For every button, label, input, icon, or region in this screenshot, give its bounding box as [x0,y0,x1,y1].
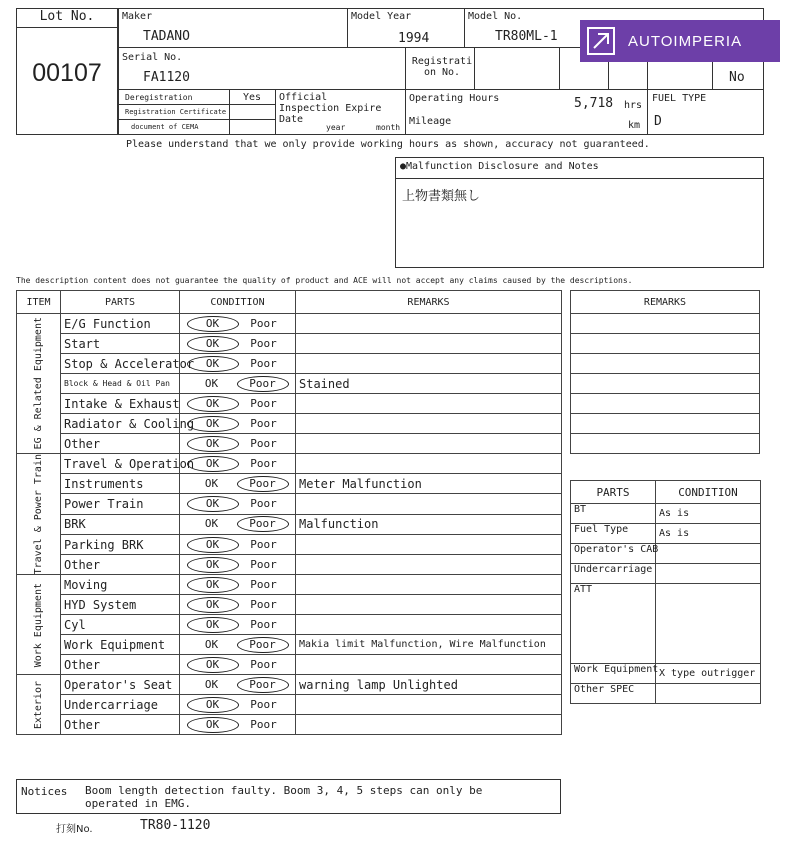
spec-table [570,480,761,704]
table-row [17,314,562,334]
table-row [571,414,760,434]
condition-cell [180,394,296,414]
spec-condition-cell: As is [656,524,761,544]
remark-cell [571,374,760,394]
ok-option: OK [204,517,219,531]
notices-box [16,779,561,814]
spec-part-cell: Work Equipment [571,664,656,684]
table-row [17,354,562,374]
spec-header-condition: CONDITION [656,481,761,504]
disclaimer: The description content does not guarantee the quality of product and ACE will not accept any claims caused by the descriptions. [16,276,633,285]
table-row [17,454,562,474]
lot-number: 00107 [32,59,102,87]
part-cell: Other [61,715,180,735]
ok-circled: OK [187,577,239,593]
item-group-label: EG & Related Equipment [33,317,44,450]
table-row [571,564,761,584]
header-condition: CONDITION [180,291,296,314]
condition-cell [180,595,296,615]
item-group-cell [17,575,61,675]
hrs-unit: hrs [624,100,643,111]
spec-part-cell: Other SPEC [571,684,656,704]
dereg-label: Deregistration [125,93,193,102]
ok-circled: OK [187,356,239,372]
remark-cell [296,314,562,334]
model-year-value: 1994 [398,31,430,46]
part-cell: Other [61,655,180,675]
remark-cell [296,534,562,554]
spec-header-row [571,481,761,504]
spec-part-cell: ATT [571,584,656,664]
ok-circled: OK [187,717,239,733]
poor-circled: Poor [237,516,289,532]
dereg-value: Yes [243,92,262,103]
stamp-value: TR80-1120 [140,818,211,833]
dereg-divider [229,90,230,134]
lot-box [16,8,118,135]
ok-circled: OK [187,657,239,673]
table-row [571,504,761,524]
table-row [17,534,562,554]
table-row [571,394,760,414]
remark-cell [296,494,562,514]
lot-label: Lot No. [17,9,117,28]
remark-cell [296,655,562,675]
table-row [17,675,562,695]
ok-option: OK [204,476,219,490]
part-cell: Work Equipment [61,635,180,655]
right-remarks-header [571,291,760,314]
notices-text: Boom length detection faulty. Boom 3, 4, 5 steps can only be operated in EMG. [85,784,483,810]
table-row [17,695,562,715]
ok-circled: OK [187,597,239,613]
month-label: month [376,123,401,132]
part-cell: HYD System [61,595,180,615]
inspection-cell [275,89,406,135]
header-remarks: REMARKS [296,291,562,314]
ok-option: OK [204,376,219,390]
part-cell: Parking BRK [61,534,180,554]
part-cell: Power Train [61,494,180,514]
poor-circled: Poor [237,476,289,492]
remark-cell [296,334,562,354]
model-year-cell [347,8,465,48]
condition-cell [180,374,296,394]
ok-circled: OK [187,416,239,432]
condition-cell [180,434,296,454]
remark-cell [571,334,760,354]
table-row [17,374,562,394]
part-cell: Cyl [61,615,180,635]
part-cell: Start [61,334,180,354]
poor-option: Poor [250,657,277,671]
remark-cell [571,354,760,374]
ok-circled: OK [187,496,239,512]
fuel-cell [647,89,764,135]
table-row [571,684,761,704]
table-row [17,555,562,575]
table-row [571,584,761,664]
remark-cell [296,695,562,715]
table-row [17,715,562,735]
poor-option: Poor [250,717,277,731]
ok-circled: OK [187,557,239,573]
inspection-label: Official Inspection Expire Date [279,92,382,125]
remark-cell [296,354,562,374]
model-no-label: Model No. [468,11,523,22]
remark-cell [571,394,760,414]
remark-cell [296,454,562,474]
poor-option: Poor [250,557,277,571]
dereg-cell [118,89,276,135]
part-cell: Radiator & Cooling [61,414,180,434]
condition-cell [180,534,296,554]
part-cell: Block & Head & Oil Pan [61,374,180,394]
item-group-label: Work Equipment [33,582,44,668]
item-group-cell [17,314,61,454]
table-row [17,414,562,434]
poor-option: Poor [250,336,277,350]
ok-circled: OK [187,336,239,352]
year-label: year [326,123,346,132]
table-row [17,494,562,514]
poor-option: Poor [250,617,277,631]
item-group-cell [17,454,61,575]
table-row [571,334,760,354]
remark-cell: warning lamp Unlighted [296,675,562,695]
item-group-label: Exterior [33,680,44,729]
ok-circled: OK [187,537,239,553]
spec-condition-cell [656,684,761,704]
condition-cell [180,474,296,494]
poor-option: Poor [250,537,277,551]
condition-cell [180,715,296,735]
malfunction-text: 上物書類無し [402,189,481,204]
ok-circled: OK [187,436,239,452]
table-row [571,434,760,454]
inspection-table [16,290,562,735]
registration-label: Registrati on No. [411,56,473,78]
remark-cell [571,414,760,434]
remark-cell [296,595,562,615]
condition-cell [180,655,296,675]
poor-option: Poor [250,356,277,370]
op-hours-value: 5,718 [574,96,614,111]
spec-part-cell: Undercarriage [571,564,656,584]
part-cell: Other [61,434,180,454]
dereg-hline [119,104,275,105]
poor-circled: Poor [237,637,289,653]
condition-cell [180,494,296,514]
cema-label: document of CEMA [131,123,199,131]
stamp-label: 打刻No. [56,824,93,835]
table-row [17,394,562,414]
poor-option: Poor [250,456,277,470]
reg-cert-label: Registration Certificate [125,108,227,116]
poor-option: Poor [250,497,277,511]
dereg-hline2 [119,119,275,120]
item-group-cell [17,675,61,735]
spec-part-cell: Fuel Type [571,524,656,544]
item-group-label: Travel & Power Train [33,454,44,575]
ok-option: OK [204,677,219,691]
table-row [17,575,562,595]
serial-value: FA1120 [143,70,190,85]
part-cell: Moving [61,575,180,595]
part-cell: Instruments [61,474,180,494]
poor-option: Poor [250,697,277,711]
header-parts: PARTS [61,291,180,314]
part-cell: Travel & Operation [61,454,180,474]
remark-cell [571,314,760,334]
registration-cell [405,47,475,90]
mileage-label: Mileage [409,116,452,127]
remark-cell [296,434,562,454]
autoimperia-logo [580,20,780,62]
ok-circled: OK [187,316,239,332]
table-row [571,544,761,564]
table-row [17,514,562,534]
part-cell: Undercarriage [61,695,180,715]
remark-cell: Malfunction [296,514,562,534]
model-no-value: TR80ML-1 [495,29,558,44]
maker-label: Maker [122,11,153,22]
part-cell: Stop & Accelerator [61,354,180,374]
malfunction-divider [396,178,763,179]
part-cell: Intake & Exhaust [61,394,180,414]
poor-option: Poor [250,316,277,330]
ok-option: OK [204,637,219,651]
serial-label: Serial No. [122,52,183,63]
notices-label: Notices [21,785,68,798]
condition-cell [180,334,296,354]
condition-cell [180,615,296,635]
condition-cell [180,414,296,434]
poor-option: Poor [250,396,277,410]
remark-cell [296,394,562,414]
hours-cell [405,89,648,135]
table-row [571,664,761,684]
remark-cell [296,575,562,595]
table-header-row [17,291,562,314]
fuel-value: D [654,114,662,129]
ok-circled: OK [187,617,239,633]
maker-value: TADANO [143,29,190,44]
condition-cell [180,635,296,655]
table-row [571,524,761,544]
part-cell: BRK [61,514,180,534]
malfunction-title: ●Malfunction Disclosure and Notes [400,161,599,172]
table-row [17,334,562,354]
poor-option: Poor [250,436,277,450]
spec-condition-cell: X type outrigger [656,664,761,684]
table-row [17,434,562,454]
table-row [571,354,760,374]
poor-circled: Poor [237,677,289,693]
right-remarks-table [570,290,760,454]
op-hours-label: Operating Hours [409,93,500,104]
maker-cell [118,8,348,48]
remark-cell [571,434,760,454]
fuel-label: FUEL TYPE [652,93,707,104]
ok-circled: OK [187,396,239,412]
poor-option: Poor [250,597,277,611]
condition-cell [180,354,296,374]
spec-condition-cell [656,584,761,664]
ac-value: No [729,70,745,85]
malfunction-box [395,157,764,268]
spec-condition-cell [656,564,761,584]
remark-cell [296,414,562,434]
right-remarks-header-cell: REMARKS [571,291,760,314]
spec-condition-cell: As is [656,504,761,524]
serial-cell [118,47,406,90]
logo-mark-icon [586,26,616,56]
condition-cell [180,454,296,474]
condition-cell [180,695,296,715]
table-row [17,655,562,675]
spec-part-cell: BT [571,504,656,524]
table-row [17,474,562,494]
spec-condition-cell [656,544,761,564]
remark-cell [296,715,562,735]
spec-header-parts: PARTS [571,481,656,504]
model-year-label: Model Year [351,11,412,22]
ok-circled: OK [187,456,239,472]
part-cell: E/G Function [61,314,180,334]
registration-value-cell [474,47,560,90]
remark-cell [296,615,562,635]
poor-option: Poor [250,416,277,430]
table-row [17,635,562,655]
remark-cell: Stained [296,374,562,394]
table-row [571,314,760,334]
remark-cell: Meter Malfunction [296,474,562,494]
km-unit: km [628,120,641,131]
condition-cell [180,555,296,575]
table-row [571,374,760,394]
spec-part-cell: Operator's CAB [571,544,656,564]
hours-note: Please understand that we only provide working hours as shown, accuracy not guaranteed. [126,139,650,150]
condition-cell [180,575,296,595]
condition-cell [180,314,296,334]
table-row [17,595,562,615]
poor-option: Poor [250,577,277,591]
condition-cell [180,675,296,695]
ok-circled: OK [187,697,239,713]
condition-cell [180,514,296,534]
remark-cell [296,555,562,575]
table-row [17,615,562,635]
brand-name: AUTOIMPERIA [628,32,743,50]
part-cell: Other [61,555,180,575]
poor-circled: Poor [237,376,289,392]
header-item: ITEM [17,291,61,314]
remark-cell: Makia limit Malfunction, Wire Malfunction [296,635,562,655]
part-cell: Operator's Seat [61,675,180,695]
